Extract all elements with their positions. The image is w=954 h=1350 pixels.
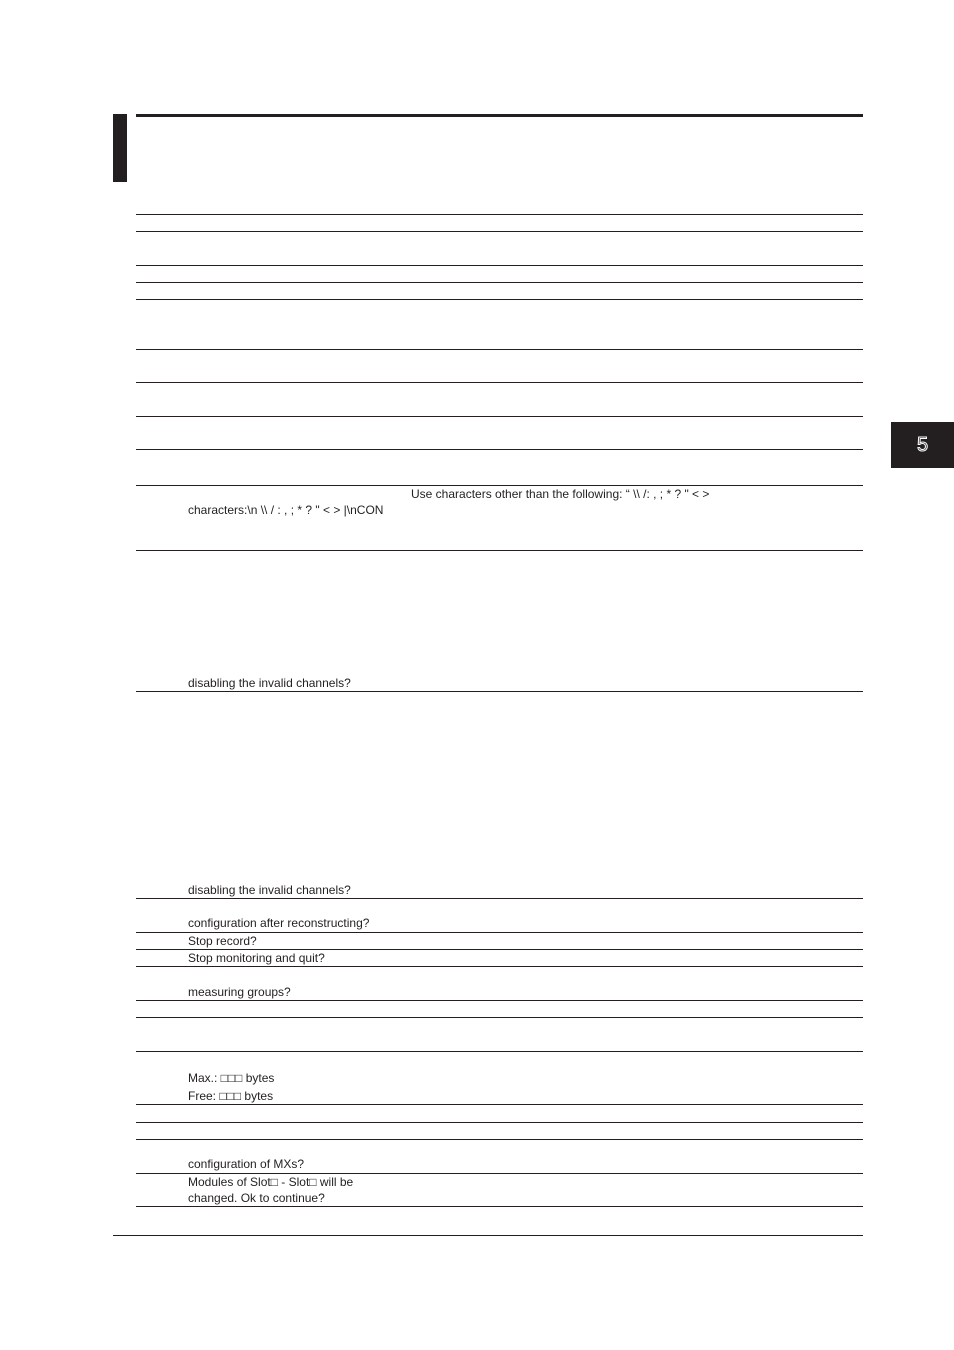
message-text: characters:\n \\ / : , ; * ? " < > |\nCON [188,503,384,517]
message-text: Stop monitoring and quit? [188,951,325,965]
table-rule [136,1017,863,1018]
table-rule [136,382,863,383]
table-rule [136,282,863,283]
message-text: Stop record? [188,934,257,948]
table-rule [136,966,863,967]
table-rule [136,1000,863,1001]
table-rule [136,349,863,350]
table-rule [136,1122,863,1123]
table-rule [136,416,863,417]
table-rule [136,898,863,899]
message-text: disabling the invalid channels? [188,883,351,897]
chapter-tab-number: 5 [916,433,929,456]
message-text: Free: □□□ bytes [188,1089,274,1103]
message-text: measuring groups? [188,985,291,999]
table-rule [136,1139,863,1140]
footer-rule [113,1235,863,1236]
chapter-tab [891,422,954,468]
table-rule [136,1104,863,1105]
chapter-heading-bar [113,114,127,182]
message-text: Modules of Slot□ - Slot□ will be [188,1175,354,1189]
table-rule [136,550,863,551]
table-rule [136,691,863,692]
message-text: Max.: □□□ bytes [188,1071,275,1085]
message-text: disabling the invalid channels? [188,676,351,690]
message-text: Use characters other than the following: “ \\ /: , ; * ? " < > [411,487,710,501]
table-rule [136,299,863,300]
table-rule [136,1051,863,1052]
message-text: changed. Ok to continue? [188,1191,325,1205]
table-rule [136,265,863,266]
heading-top-rule [136,114,863,117]
table-rule [136,231,863,232]
message-text: configuration of MXs? [188,1157,305,1171]
table-rule [136,214,863,215]
table-rule [136,1206,863,1207]
message-text: configuration after reconstructing? [188,916,370,930]
table-rule [136,449,863,450]
